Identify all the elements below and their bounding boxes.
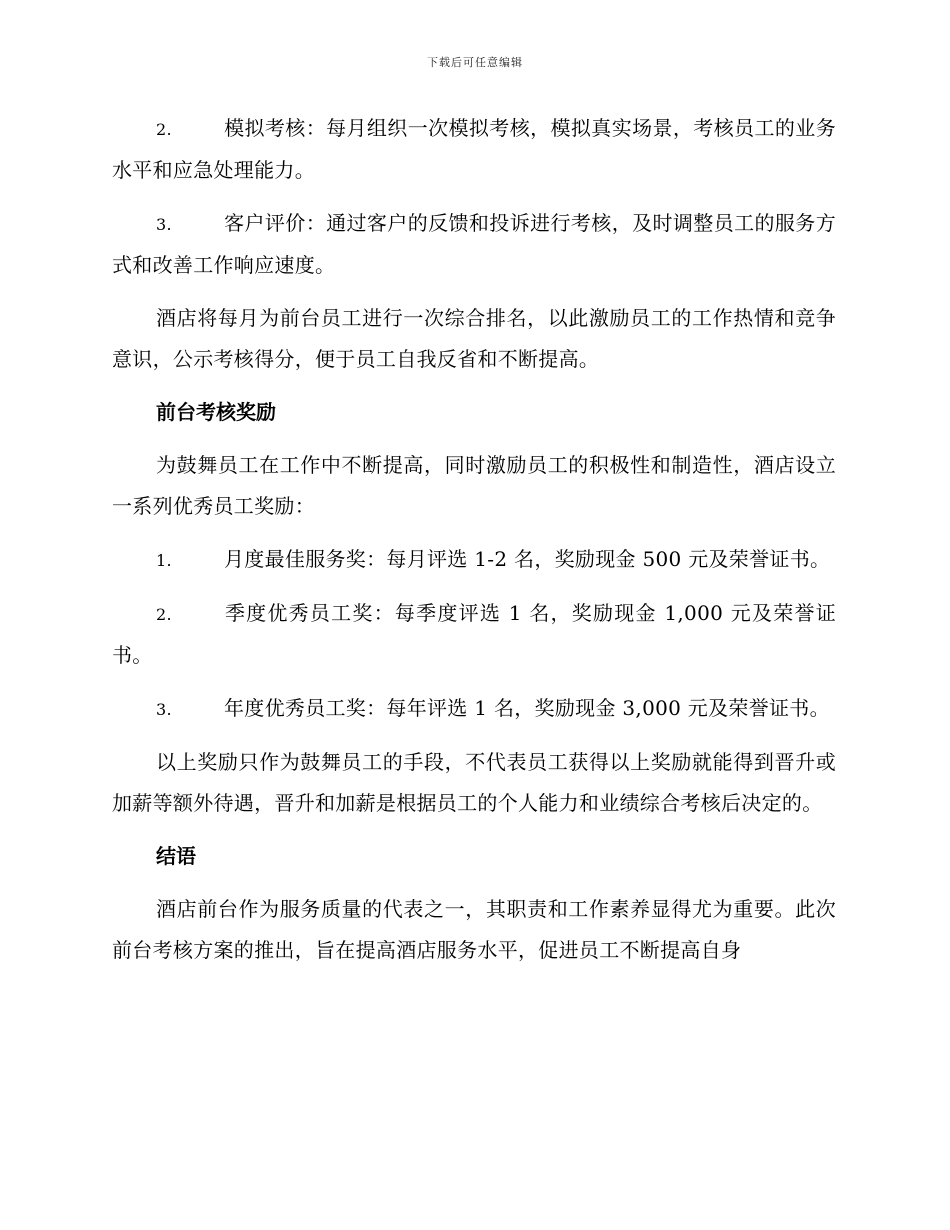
- list-item-text: 模拟考核：每月组织一次模拟考核，模拟真实场景，考核员工的业务水平和应急处理能力。: [112, 116, 836, 182]
- paragraph-conclusion: 酒店前台作为服务质量的代表之一，其职责和工作素养显得尤为重要。此次前台考核方案的推出，旨在提高酒店服务水平，促进员工不断提高自身: [112, 897, 836, 962]
- list-item-text: 月度最佳服务奖：每月评选 1-2 名，奖励现金 500 元及荣誉证书。: [224, 547, 831, 571]
- list-item-text: 年度优秀员工奖：每年评选 1 名，奖励现金 3,000 元及荣誉证书。: [224, 696, 830, 720]
- list-item-customer-evaluation: [112, 203, 836, 286]
- document-body: [112, 108, 836, 983]
- list-item-text: 客户评价：通过客户的反馈和投诉进行考核，及时调整员工的服务方式和改善工作响应速度。: [112, 211, 836, 277]
- paragraph-rewards-note: 以上奖励只作为鼓舞员工的手段，不代表员工获得以上奖励就能得到晋升或加薪等额外待遇，晋升和加薪是根据员工的个人能力和业绩综合考核后决定的。: [112, 750, 836, 815]
- paragraph-rewards-intro: 为鼓舞员工在工作中不断提高，同时激励员工的积极性和制造性，酒店设立一系列优秀员工奖励：: [112, 453, 836, 518]
- list-item-number: 1.: [156, 551, 172, 570]
- page-header: 下载后可任意编辑: [427, 56, 523, 69]
- list-item-monthly-award: [112, 539, 836, 581]
- list-item-number: 2.: [156, 120, 172, 139]
- paragraph-ranking: 酒店将每月为前台员工进行一次综合排名，以此激励员工的工作热情和竞争意识，公示考核得分，便于员工自我反省和不断提高。: [112, 306, 836, 371]
- section-heading-rewards: 前台考核奖励: [156, 400, 276, 424]
- list-item-number: 2.: [156, 605, 172, 624]
- list-item-mock-assessment: [112, 108, 836, 191]
- list-item-number: 3.: [156, 215, 172, 234]
- section-heading-conclusion: 结语: [156, 844, 196, 868]
- list-item-number: 3.: [156, 700, 172, 719]
- list-item-annual-award: [112, 688, 836, 730]
- list-item-text: 季度优秀员工奖：每季度评选 1 名，奖励现金 1,000 元及荣誉证书。: [112, 601, 836, 667]
- list-item-quarterly-award: [112, 593, 836, 676]
